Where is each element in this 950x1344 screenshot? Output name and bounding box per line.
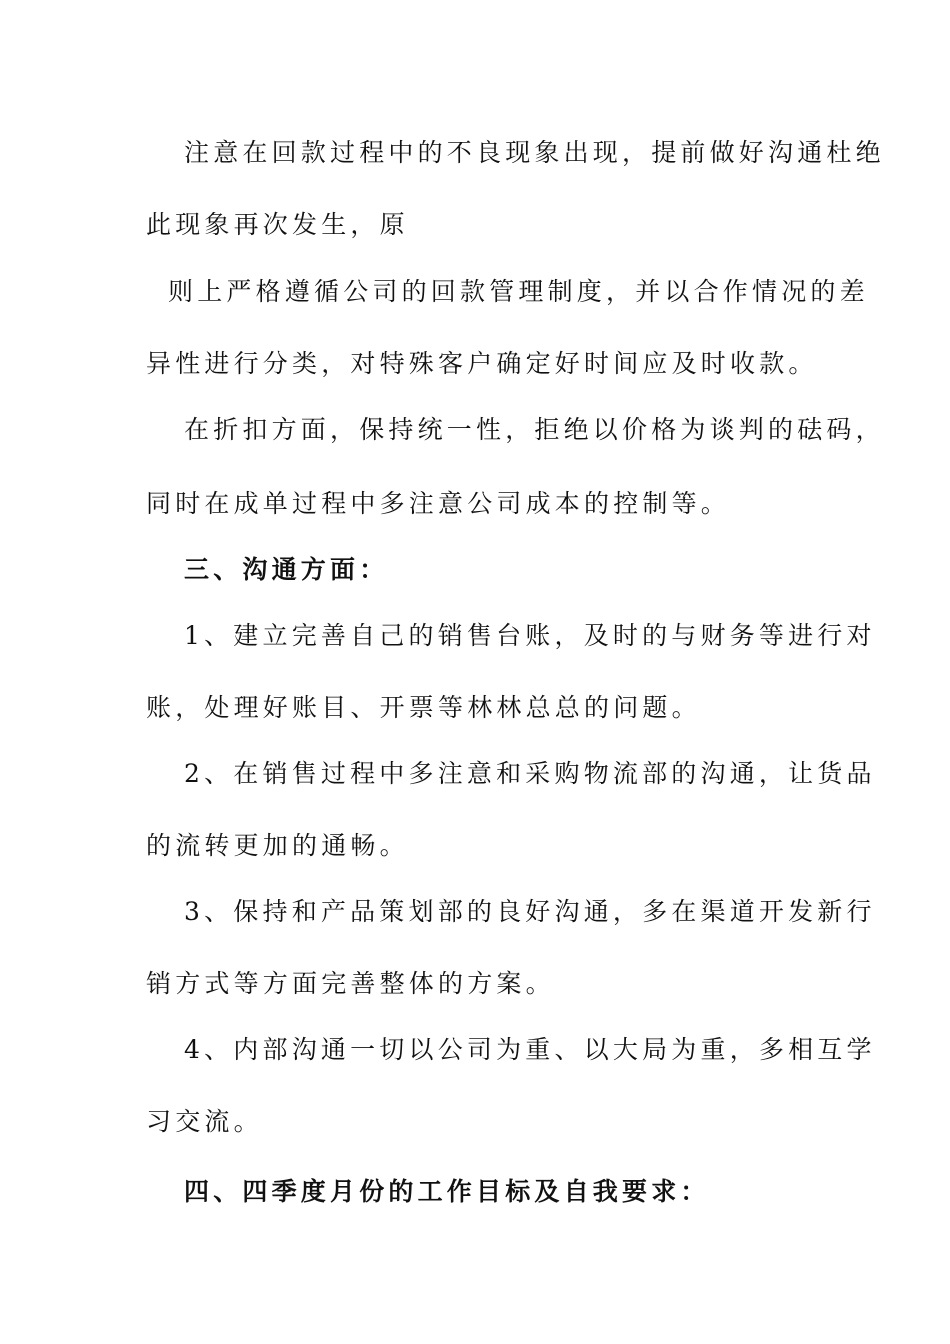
list-item-2-line-2: 的流转更加的通畅。 bbox=[146, 831, 409, 860]
list-item-3-line-2: 销方式等方面完善整体的方案。 bbox=[146, 969, 555, 998]
paragraph-1-line-1: 注意在回款过程中的不良现象出现，提前做好沟通杜绝 bbox=[184, 138, 885, 167]
list-item-4-line-1: 4、内部沟通一切以公司为重、以大局为重，多相互学 bbox=[184, 1035, 876, 1064]
section-3-heading: 三、沟通方面： bbox=[184, 555, 389, 584]
paragraph-2-line-1: 则上严格遵循公司的回款管理制度，并以合作情况的差 bbox=[168, 277, 869, 306]
list-item-3-line-1: 3、保持和产品策划部的良好沟通，多在渠道开发新行 bbox=[184, 897, 876, 926]
list-item-4-line-2: 习交流。 bbox=[146, 1107, 263, 1136]
paragraph-2-line-2: 异性进行分类，对特殊客户确定好时间应及时收款。 bbox=[146, 349, 818, 378]
paragraph-1-line-2: 此现象再次发生，原 bbox=[146, 210, 409, 239]
section-4-heading: 四、四季度月份的工作目标及自我要求： bbox=[184, 1177, 710, 1206]
paragraph-3-line-2: 同时在成单过程中多注意公司成本的控制等。 bbox=[146, 489, 731, 518]
list-item-1-line-1: 1、建立完善自己的销售台账，及时的与财务等进行对 bbox=[184, 621, 876, 650]
list-item-2-line-1: 2、在销售过程中多注意和采购物流部的沟通，让货品 bbox=[184, 759, 876, 788]
list-item-1-line-2: 账，处理好账目、开票等林林总总的问题。 bbox=[146, 693, 701, 722]
paragraph-3-line-1: 在折扣方面，保持统一性，拒绝以价格为谈判的砝码， bbox=[184, 415, 885, 444]
